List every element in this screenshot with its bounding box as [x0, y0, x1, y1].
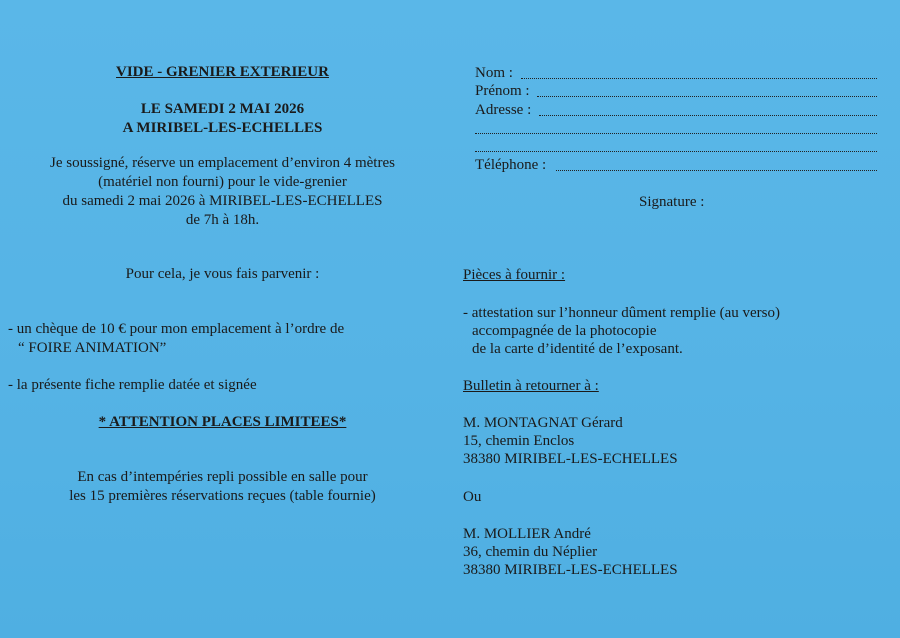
adresse-field-line-3[interactable]	[475, 151, 877, 152]
weather-line-1: En cas d’intempéries repli possible en salle pour	[77, 469, 368, 485]
contact1-city: 38380 MIRIBEL-LES-ECHELLES	[463, 451, 678, 467]
intro-line-4: de 7h à 18h.	[185, 212, 260, 228]
event-title: VIDE - GRENIER EXTERIEUR	[116, 64, 329, 80]
contact2-city: 38380 MIRIBEL-LES-ECHELLES	[463, 562, 678, 578]
adresse-field-line-1[interactable]	[539, 115, 877, 116]
telephone-field[interactable]	[556, 170, 877, 171]
pieces-line-3: de la carte d’identité de l’exposant.	[472, 341, 683, 357]
nom-field[interactable]	[521, 78, 877, 79]
or-separator: Ou	[463, 489, 482, 505]
signature-label: Signature :	[639, 194, 705, 210]
telephone-label: Téléphone :	[475, 157, 547, 173]
event-date: LE SAMEDI 2 MAI 2026	[140, 101, 305, 117]
item-cheque-line-2: “ FOIRE ANIMATION”	[18, 340, 167, 356]
contact2-name: M. MOLLIER André	[463, 526, 591, 542]
adresse-label: Adresse :	[475, 102, 532, 118]
event-place: A MIRIBEL-LES-ECHELLES	[122, 120, 323, 136]
item-cheque-line-1: - un chèque de 10 € pour mon emplacement à l’ordre de	[8, 321, 345, 337]
prenom-field[interactable]	[537, 96, 877, 97]
attention-notice: * ATTENTION PLACES LIMITEES*	[98, 414, 347, 430]
intro-line-2: (matériel non fourni) pour le vide-grenier	[98, 174, 347, 190]
pieces-heading: Pièces à fournir :	[463, 267, 566, 283]
adresse-field-line-2[interactable]	[475, 133, 877, 134]
prenom-label: Prénom :	[475, 83, 530, 99]
intro-line-1: Je soussigné, réserve un emplacement d’environ 4 mètres	[50, 155, 395, 171]
bulletin-heading: Bulletin à retourner à :	[463, 378, 599, 394]
intro-line-3: du samedi 2 mai 2026 à MIRIBEL-LES-ECHELLES	[62, 193, 383, 209]
pieces-line-2: accompagnée de la photocopie	[472, 323, 657, 339]
send-intro: Pour cela, je vous fais parvenir :	[125, 266, 320, 282]
pieces-line-1: - attestation sur l’honneur dûment remplie (au verso)	[463, 305, 780, 321]
contact1-street: 15, chemin Enclos	[463, 433, 575, 449]
item-form: - la présente fiche remplie datée et signée	[8, 377, 257, 393]
contact1-name: M. MONTAGNAT Gérard	[463, 415, 623, 431]
nom-label: Nom :	[475, 65, 513, 81]
contact2-street: 36, chemin du Néplier	[463, 544, 598, 560]
weather-line-2: les 15 premières réservations reçues (table fournie)	[69, 488, 376, 504]
left-column	[0, 0, 445, 638]
